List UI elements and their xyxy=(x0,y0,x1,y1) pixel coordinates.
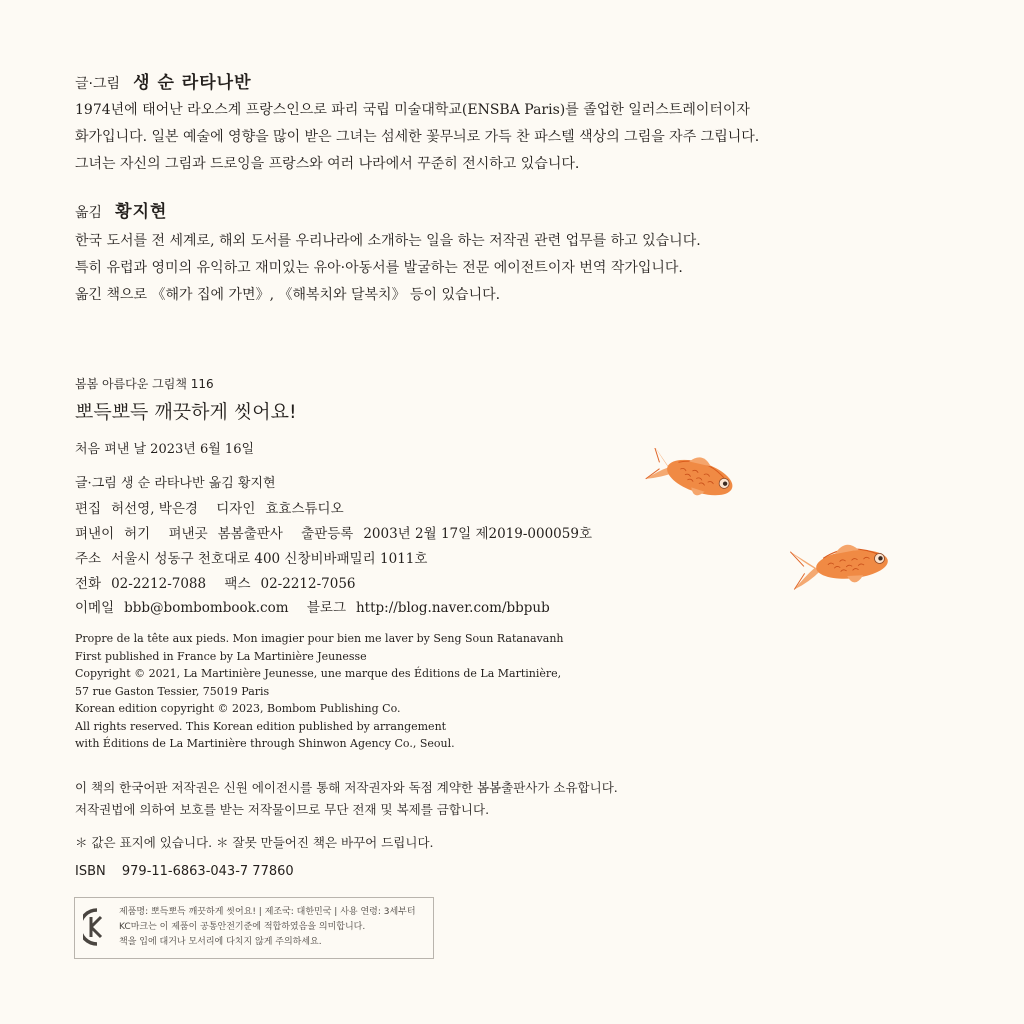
fax-value: 02-2212-7056 xyxy=(260,576,356,592)
address-label: 주소 xyxy=(75,551,102,567)
publisher-value: 허기 xyxy=(124,526,151,542)
book-title: 뽀득뽀득 깨끗하게 씻어요! xyxy=(75,401,297,423)
first-published: 처음 펴낸 날 2023년 6월 16일 xyxy=(75,442,255,457)
fax-label: 팩스 xyxy=(224,576,251,592)
isbn-label: ISBN xyxy=(75,864,106,879)
design-value: 효효스튜디오 xyxy=(265,501,344,517)
kc-safety-box xyxy=(74,897,434,959)
translator-bio xyxy=(75,228,701,309)
kc-text-line: KC마크는 이 제품이 공통안전기준에 적합하였음을 의미합니다. xyxy=(119,922,366,932)
copyright-line: with Éditions de La Martinière through Shinwon Agency Co., Seoul. xyxy=(75,737,455,750)
author-bio xyxy=(75,97,759,178)
address-value: 서울시 성동구 천호대로 400 신창비바패밀리 1011호 xyxy=(111,551,428,567)
author-bio-line: 화가입니다. 일본 예술에 영향을 많이 받은 그녀는 섬세한 꽃무늬로 가득 찬 파스텔 색상의 그림을 자주 그립니다. xyxy=(75,129,760,145)
translator-bio-line: 옮긴 책으로 《해가 집에 가면》, 《해복치와 달복치》 등이 있습니다. xyxy=(75,287,501,303)
isbn-value: 979-11-6863-043-7 77860 xyxy=(121,864,294,879)
author-name: 생 순 라타나반 xyxy=(133,73,252,93)
email-value: bbb@bombombook.com xyxy=(124,600,289,616)
publisher-label: 펴낸이 xyxy=(75,526,115,542)
translator-label: 옮김 xyxy=(75,205,103,221)
publisher-row xyxy=(75,522,592,542)
phone-label: 전화 xyxy=(75,576,102,592)
registration-label: 출판등록 xyxy=(301,526,354,542)
phone-row xyxy=(75,572,356,592)
goldfish-icon xyxy=(645,448,745,504)
goldfish-icon xyxy=(790,538,902,592)
kc-mark-icon xyxy=(83,907,111,947)
copyright-line: Copyright © 2021, La Martinière Jeunesse, une marque des Éditions de La Martinière, xyxy=(75,667,562,680)
copyright-line: 57 rue Gaston Tessier, 75019 Paris xyxy=(75,684,270,698)
author-heading xyxy=(75,68,252,93)
copyright-block xyxy=(75,630,564,753)
translator-name: 황지현 xyxy=(115,202,168,222)
editors-value: 허선영, 박은경 xyxy=(111,501,198,517)
rights-notice-line: 저작권법에 의하여 보호를 받는 저작물이므로 무단 전재 및 복제를 금합니다. xyxy=(75,802,490,817)
design-label: 디자인 xyxy=(216,501,256,517)
translator-bio-line: 특히 유럽과 영미의 유익하고 재미있는 유아·아동서를 발굴하는 전문 에이전트이자 번역 작가입니다. xyxy=(75,260,683,276)
editors-label: 편집 xyxy=(75,501,102,517)
kc-text-line: 제품명: 뽀득뽀득 깨끗하게 씻어요! | 제조국: 대한민국 | 사용 연령: 3세부터 xyxy=(119,907,416,917)
registration-value: 2003년 2월 17일 제2019-000059호 xyxy=(363,526,592,542)
price-notice: ＊ 값은 표지에 있습니다. ＊ 잘못 만들어진 책은 바꾸어 드립니다. xyxy=(75,835,434,850)
author-bio-line: 그녀는 자신의 그림과 드로잉을 프랑스와 여러 나라에서 꾸준히 전시하고 있습니다. xyxy=(75,156,580,172)
kc-text xyxy=(119,905,416,950)
author-label: 글·그림 xyxy=(75,76,121,92)
phone-value: 02-2212-7088 xyxy=(111,576,207,592)
translator-heading xyxy=(75,197,167,222)
copyright-line: All rights reserved. This Korean edition published by arrangement xyxy=(75,719,447,733)
blog-label: 블로그 xyxy=(306,600,346,616)
author-bio-line: 1974년에 태어난 라오스계 프랑스인으로 파리 국립 미술대학교(ENSBA Paris)를 졸업한 일러스트레이터이자 xyxy=(75,102,750,118)
email-label: 이메일 xyxy=(75,600,115,616)
kc-logo-text: KC xyxy=(97,931,99,932)
credits-line: 글·그림 생 순 라타나반 옮김 황지현 xyxy=(75,476,276,491)
isbn-line xyxy=(75,864,294,879)
rights-notice xyxy=(75,777,618,821)
copyright-line: First published in France by La Martinière Jeunesse xyxy=(75,649,367,663)
editors-row xyxy=(75,497,344,517)
copyright-line: Propre de la tête aux pieds. Mon imagier pour bien me laver by Seng Soun Ratanavanh xyxy=(75,632,564,645)
contact-row xyxy=(75,596,550,616)
series-title: 봄봄 아름다운 그림책 116 xyxy=(75,377,214,391)
kc-text-line: 책을 입에 대거나 모서리에 다치지 않게 주의하세요. xyxy=(119,937,322,947)
blog-value: http://blog.naver.com/bbpub xyxy=(355,600,550,616)
press-label: 펴낸곳 xyxy=(168,526,208,542)
copyright-line: Korean edition copyright © 2023, Bombom Publishing Co. xyxy=(75,702,401,715)
translator-bio-line: 한국 도서를 전 세계로, 해외 도서를 우리나라에 소개하는 일을 하는 저작권 관련 업무를 하고 있습니다. xyxy=(75,233,701,249)
rights-notice-line: 이 책의 한국어판 저작권은 신원 에이전시를 통해 저작권자와 독점 계약한 봄봄출판사가 소유합니다. xyxy=(75,780,618,795)
address-row xyxy=(75,547,427,567)
press-value: 봄봄출판사 xyxy=(217,526,283,542)
